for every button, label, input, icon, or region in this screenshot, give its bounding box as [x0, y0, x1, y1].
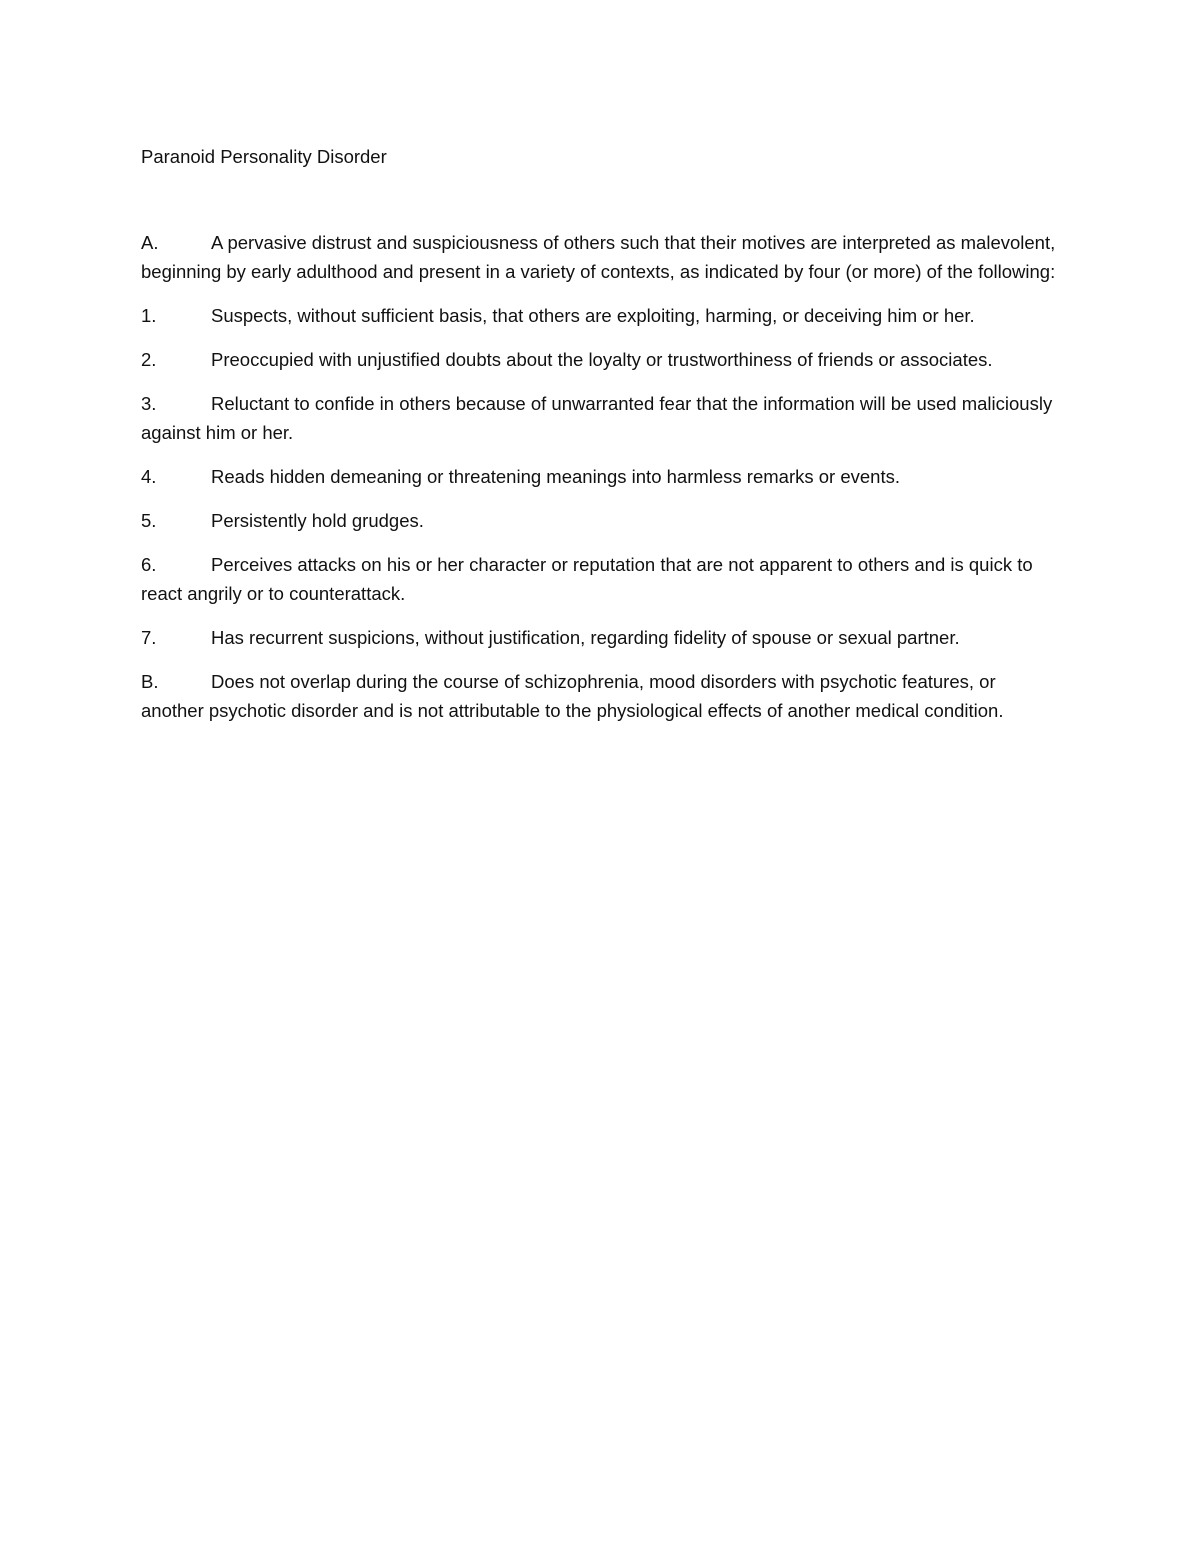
criterion-text: Reads hidden demeaning or threatening meanings into harmless remarks or events. — [211, 466, 900, 487]
criterion-2 — [141, 345, 1061, 374]
criterion-text: Preoccupied with unjustified doubts about the loyalty or trustworthiness of friends or associates. — [211, 349, 993, 370]
criterion-text: Perceives attacks on his or her character or reputation that are not apparent to others and is quick to react angrily or to counterattack. — [141, 554, 1033, 604]
criterion-marker: B. — [141, 671, 159, 692]
criterion-text: Persistently hold grudges. — [211, 510, 424, 531]
criterion-marker: A. — [141, 232, 159, 253]
criterion-marker: 4. — [141, 466, 157, 487]
document-body — [141, 142, 1061, 740]
criterion-text: Has recurrent suspicions, without justification, regarding fidelity of spouse or sexual partner. — [211, 627, 960, 648]
criterion-b — [141, 667, 1061, 725]
criterion-4 — [141, 462, 1061, 491]
criterion-3 — [141, 389, 1061, 447]
criterion-marker: 6. — [141, 554, 157, 575]
criterion-marker: 7. — [141, 627, 157, 648]
criterion-marker: 3. — [141, 393, 157, 414]
criterion-marker: 2. — [141, 349, 157, 370]
criterion-text: Suspects, without sufficient basis, that others are exploiting, harming, or deceiving him or her. — [211, 305, 975, 326]
criterion-1 — [141, 301, 1061, 330]
criterion-text: Reluctant to confide in others because of unwarranted fear that the information will be used maliciously against him or her. — [141, 393, 1053, 443]
criterion-text: A pervasive distrust and suspiciousness of others such that their motives are interpreted as malevolent, beginning by early adulthood and present in a variety of contexts, as indicated by four (or more) of the following: — [141, 232, 1056, 282]
criterion-marker: 1. — [141, 305, 157, 326]
criterion-text: Does not overlap during the course of schizophrenia, mood disorders with psychotic features, or another psychotic disorder and is not attributable to the physiological effects of another medical condition. — [141, 671, 1004, 721]
criterion-a — [141, 228, 1061, 286]
criterion-5 — [141, 506, 1061, 535]
criterion-marker: 5. — [141, 510, 157, 531]
criterion-7 — [141, 623, 1061, 652]
document-title: Paranoid Personality Disorder — [141, 146, 387, 167]
criterion-6 — [141, 550, 1061, 608]
